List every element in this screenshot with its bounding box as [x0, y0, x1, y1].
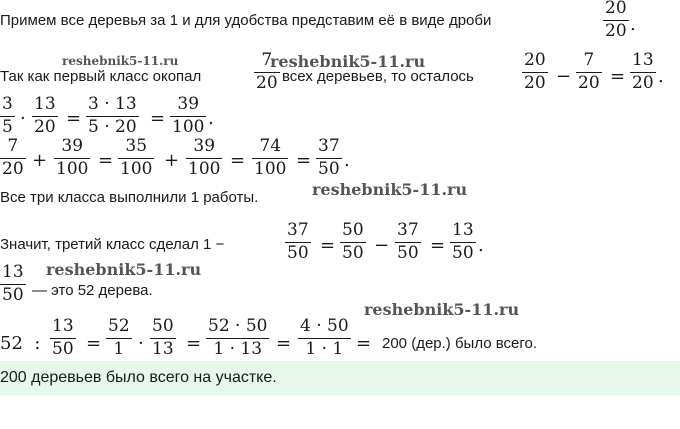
line1-text: Примем все деревья за 1 и для удобства представим её в виде дроби — [0, 12, 492, 29]
fraction: 20 20 — [605, 0, 627, 41]
watermark: reshebnik5-11.ru — [364, 300, 520, 319]
watermark: reshebnik5-11.ru — [46, 260, 202, 279]
line5-text: Все три класса выполнили 1 работы. — [0, 189, 259, 206]
watermark: reshebnik5-11.ru — [62, 54, 179, 68]
fraction: 13 50 — [52, 316, 74, 359]
line8-text: 200 (дер.) было всего. — [382, 335, 538, 352]
fraction: 7 20 — [256, 50, 278, 93]
fraction: 52 · 50 1 · 13 — [208, 316, 268, 359]
fraction: 4 · 50 1 · 1 — [300, 316, 349, 359]
line2-text-b: всех деревьев, то осталось — [282, 68, 474, 85]
line7-text: — это 52 дерева. — [32, 282, 153, 299]
fraction: 74 100 — [254, 136, 287, 179]
fraction: 7 20 — [578, 50, 600, 93]
fraction: 13 20 — [34, 94, 56, 137]
fraction: 35 100 — [120, 136, 153, 179]
watermark: reshebnik5-11.ru — [270, 52, 426, 71]
fraction: 39 100 — [56, 136, 89, 179]
fraction: 13 50 — [452, 220, 474, 263]
fraction: 39 100 — [172, 94, 205, 137]
answer-box — [0, 361, 680, 395]
fraction: 13 20 — [632, 50, 654, 93]
line2-text-a: Так как первый класс окопал — [0, 68, 202, 85]
fraction: 50 50 — [342, 220, 364, 263]
fraction: 3 5 — [2, 94, 13, 137]
answer-text: 200 деревьев было всего на участке. — [0, 369, 277, 386]
fraction: 39 100 — [188, 136, 221, 179]
fraction: 52 1 — [108, 316, 130, 359]
fraction: 20 20 — [524, 50, 546, 93]
fraction: 3 · 13 5 · 20 — [88, 94, 137, 137]
fraction: 37 50 — [318, 136, 340, 179]
watermark: reshebnik5-11.ru — [312, 180, 468, 199]
fraction: 7 20 — [2, 136, 24, 179]
fraction: 37 50 — [397, 220, 419, 263]
fraction: 37 50 — [287, 220, 309, 263]
line6-text: Значит, третий класс сделал 1 − — [0, 236, 225, 253]
fraction: 50 13 — [152, 316, 174, 359]
fraction: 13 50 — [2, 262, 24, 305]
